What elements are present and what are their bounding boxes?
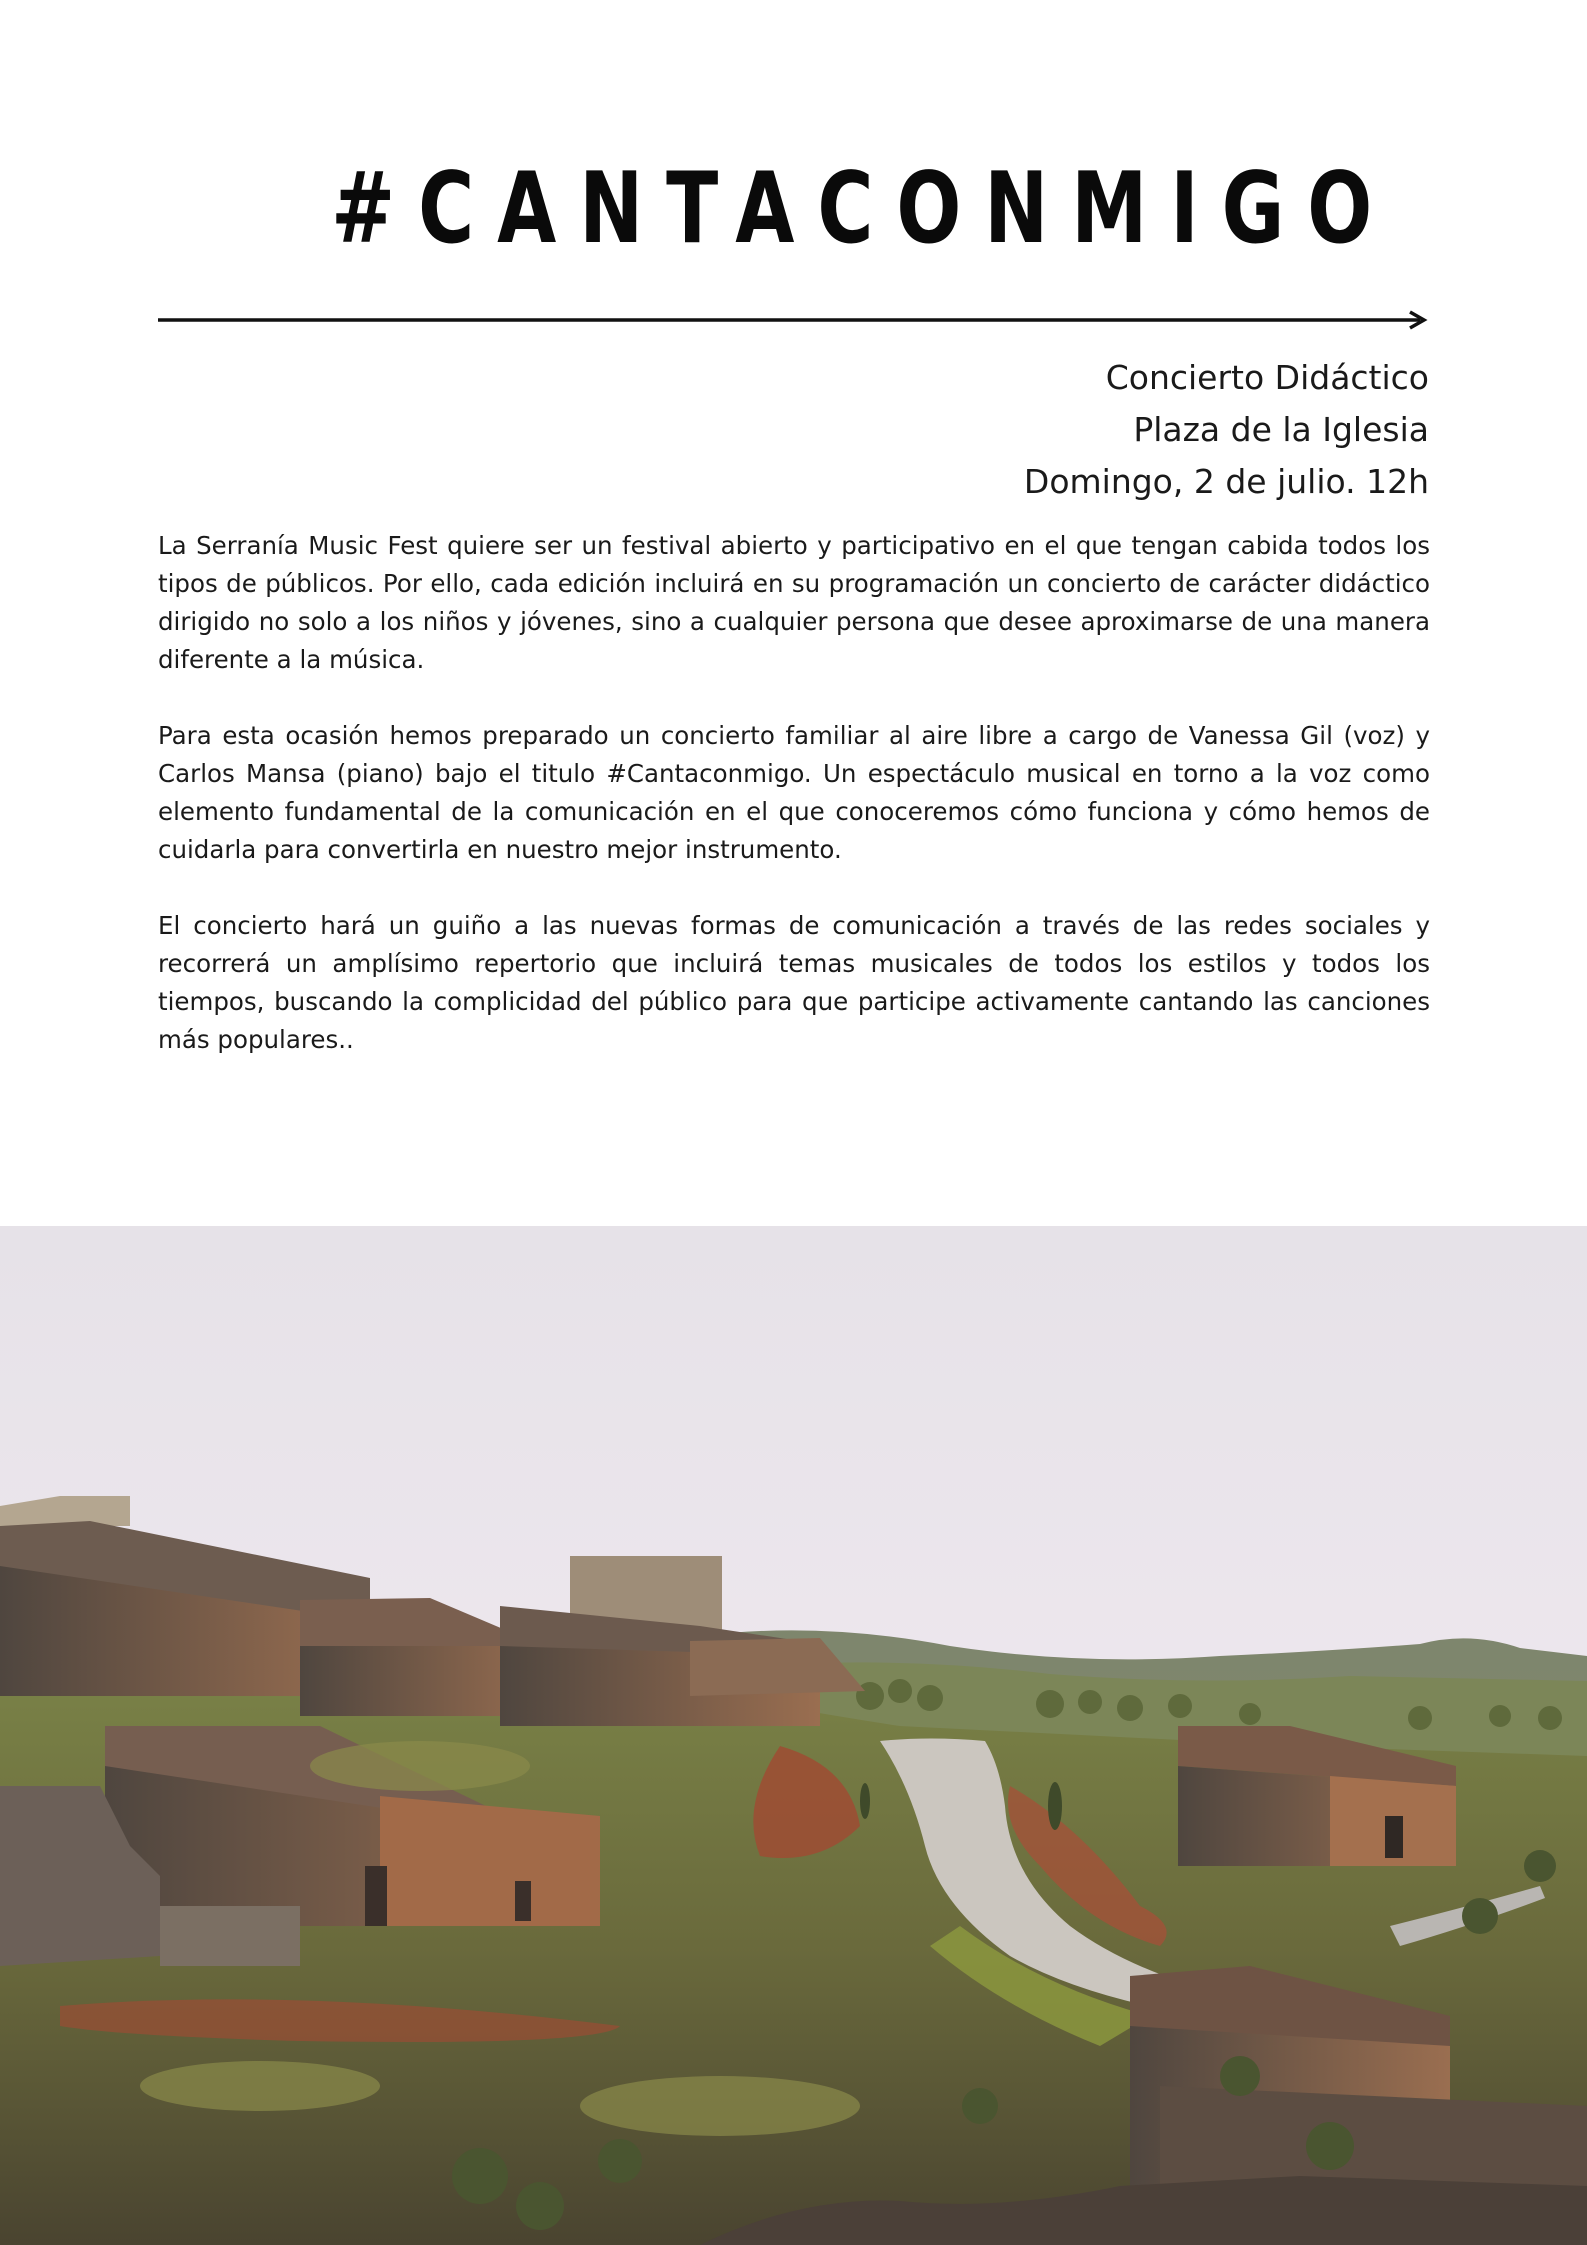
paragraph-concert: Para esta ocasión hemos preparado un concierto familiar al aire libre a cargo de Vanessa Gil (voz) y Carlos Mansa (piano) bajo el titulo #Cantaconmigo. Un espectáculo musical en torno a la voz como elemento fundamental de la comunicación en el que conoceremos cómo funciona y cómo hemos de cuidarla para convertirla en nuestro mejor instrumento. bbox=[158, 721, 1430, 864]
paragraph-repertoire: El concierto hará un guiño a las nuevas formas de comunicación a través de las redes sociales y recorrerá un amplísimo repertorio que incluirá temas musicales de todos los estilos y todos los tiempos, buscando la complicidad del público para que participe activamente cantando las canciones más populares.. bbox=[158, 911, 1430, 1054]
arrow-divider bbox=[158, 308, 1430, 332]
event-place: Plaza de la Iglesia bbox=[1133, 410, 1429, 449]
paragraph-intro: La Serranía Music Fest quiere ser un festival abierto y participativo en el que tengan cabida todos los tipos de públicos. Por ello, cada edición incluirá en su programación un concierto de carácter didáctico dirigido no solo a los niños y jóvenes, sino a cualquier persona que desee aproximarse de una manera diferente a la música. bbox=[158, 531, 1430, 674]
village-landscape-photo bbox=[0, 1226, 1587, 2245]
body-text bbox=[158, 527, 1430, 1097]
event-datetime: Domingo, 2 de julio. 12h bbox=[1023, 462, 1429, 501]
page-title: #CANTACONMIGO bbox=[330, 152, 1395, 266]
event-type: Concierto Didáctico bbox=[1105, 358, 1429, 397]
event-info bbox=[1024, 352, 1429, 508]
